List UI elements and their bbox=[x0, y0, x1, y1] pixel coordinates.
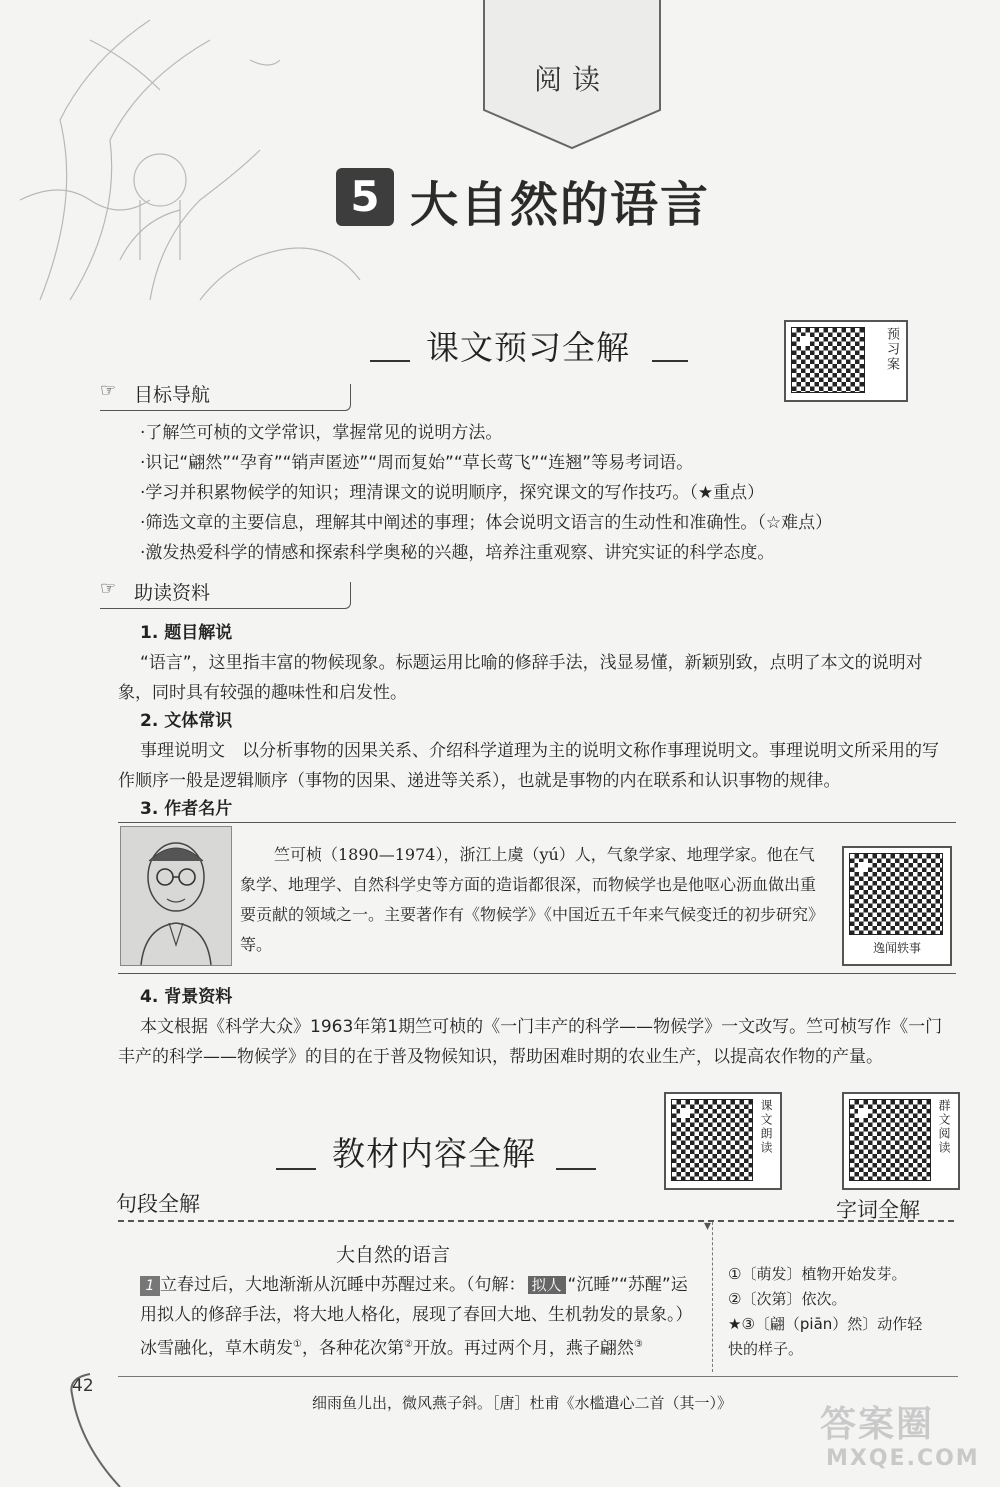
footnote-ref: ① bbox=[293, 1339, 302, 1350]
section-heading-rule-left bbox=[276, 1168, 316, 1170]
footer-rule bbox=[118, 1376, 958, 1377]
section-heading-preview: 课文预习全解 bbox=[426, 328, 630, 367]
goals-heading: 目标导航 bbox=[134, 384, 211, 406]
goal-item: ·了解竺可桢的文学常识，掌握常见的说明方法。 bbox=[140, 423, 503, 443]
paragraph-body-text: “沉睡”“苏醒”运用拟人的修辞手法，将大地人格化，展现了春回大地、生机勃发的景象。）冰雪融化，草木萌发 bbox=[140, 1275, 693, 1359]
footnote-ref: ③ bbox=[633, 1339, 643, 1350]
qr-code-label: 课文朗读 bbox=[759, 1099, 773, 1155]
header-sketch-illustration bbox=[0, 0, 420, 320]
qr-code-anecdotes[interactable] bbox=[842, 846, 952, 966]
category-tab-label: 阅读 bbox=[533, 63, 610, 96]
item-text-title: “语言”，这里指丰富的物候现象。标题运用比喻的修辞手法，浅显易懂，新颖别致，点明了本文的说明对象，同时具有较强的趣味性和启发性。 bbox=[118, 653, 923, 703]
qr-code-icon bbox=[849, 1099, 931, 1181]
pointer-hand-icon: ☞ bbox=[100, 578, 117, 599]
qr-code-label: 逸闻轶事 bbox=[872, 941, 921, 955]
chevron-down-icon: ▾ bbox=[704, 1218, 712, 1234]
section-heading-rule-left bbox=[370, 360, 410, 362]
item-heading-genre: 2. 文体常识 bbox=[140, 711, 233, 731]
author-bio: 竺可桢（1890—1974），浙江上虞（yú）人，气象学家、地理学家。他在气象学、地理学、自然科学史等方面的造诣都很深，而物候学也是他呕心沥血做出重要贡献的领域之一。主要著作有《物候学》《中国近五千年来气候变迁的初步研究》等。 bbox=[240, 845, 817, 954]
goal-item: ·激发热爱科学的情感和探索科学奥秘的兴趣，培养注重观察、讲究实证的科学态度。 bbox=[140, 543, 775, 563]
item-heading-author: 3. 作者名片 bbox=[140, 799, 233, 819]
content-divider bbox=[118, 1220, 954, 1222]
glossary-list bbox=[728, 1262, 928, 1362]
pointer-hand-icon: ☞ bbox=[100, 380, 117, 401]
lesson-title: 大自然的语言 bbox=[410, 177, 711, 233]
paragraph-number-badge: 1 bbox=[140, 1276, 160, 1296]
item-heading-title: 1. 题目解说 bbox=[140, 623, 233, 643]
footer-quote: 细雨鱼儿出，微风燕子斜。［唐］杜甫《水槛遣心二首（其一）》 bbox=[312, 1394, 733, 1412]
qr-code-label: 群文阅读 bbox=[937, 1099, 951, 1155]
qr-code-icon bbox=[671, 1099, 753, 1181]
footnote-ref: ② bbox=[403, 1339, 413, 1350]
goal-item: ·筛选文章的主要信息，理解其中阐述的事理；体会说明文语言的生动性和准确性。（☆难点） bbox=[140, 513, 833, 533]
page-number: 42 bbox=[72, 1376, 94, 1396]
lesson-number-badge: 5 bbox=[336, 168, 394, 226]
paragraph-lead-text: 立春过后，大地渐渐从沉睡中苏醒过来。（句解： bbox=[160, 1275, 526, 1295]
section-heading-rule-right bbox=[556, 1168, 596, 1170]
tab-sentence-analysis: 句段全解 bbox=[116, 1192, 200, 1216]
goal-item: ·识记“翩然”“孕育”“销声匿迹”“周而复始”“草长莺飞”“连翘”等易考词语。 bbox=[140, 453, 694, 473]
glossary-item: ②〔次第〕依次。 bbox=[728, 1290, 847, 1308]
qr-code-icon bbox=[849, 853, 943, 935]
tab-word-analysis: 字词全解 bbox=[836, 1198, 920, 1222]
qr-code-icon bbox=[791, 327, 865, 393]
text-title: 大自然的语言 bbox=[336, 1244, 451, 1266]
qr-code-label: 预习案 bbox=[884, 327, 899, 372]
goal-item: ·学习并积累物候学的知识；理清课文的说明顺序，探究课文的写作技巧。（★重点） bbox=[140, 483, 765, 503]
paragraph-body-text: 开放。再过两个月，燕子翩然 bbox=[412, 1338, 634, 1359]
text-paragraph-1 bbox=[140, 1270, 700, 1364]
item-text-genre: 事理说明文 以分析事物的因果关系、介绍科学道理为主的说明文称作事理说明文。事理说明文所采用的写作顺序一般是逻辑顺序（事物的因果、递进等关系），也就是事物的内在联系和认识事物的规律。 bbox=[118, 741, 939, 791]
qr-code-group-reading[interactable] bbox=[842, 1092, 960, 1190]
page-corner-ornament bbox=[60, 1364, 130, 1487]
watermark-url: MXQE.COM bbox=[826, 1446, 980, 1471]
glossary-item: ★③〔翩（piān）然〕动作轻快的样子。 bbox=[728, 1315, 923, 1358]
qr-code-recitation[interactable] bbox=[664, 1092, 782, 1190]
watermark-logo: 答案圈 bbox=[820, 1404, 935, 1445]
section-heading-content: 教材内容全解 bbox=[332, 1134, 536, 1173]
portrait-drawing bbox=[121, 827, 231, 965]
rhetoric-tag: 拟人 bbox=[528, 1276, 566, 1294]
paragraph-body-text: ，各种花次第 bbox=[301, 1338, 404, 1359]
author-portrait bbox=[120, 826, 232, 966]
qr-code-preview[interactable] bbox=[784, 320, 908, 402]
glossary-item: ①〔萌发〕植物开始发芽。 bbox=[728, 1265, 907, 1283]
column-divider bbox=[712, 1222, 713, 1372]
reading-heading: 助读资料 bbox=[134, 582, 211, 604]
item-text-background: 本文根据《科学大众》1963年第1期竺可桢的《一门丰产的科学——物候学》一文改写。竺可桢写作《一门丰产的科学——物候学》的目的在于普及物候知识，帮助困难时期的农业生产，以提高农作物的产量。 bbox=[118, 1017, 943, 1067]
section-heading-rule-right bbox=[652, 360, 688, 362]
goals-list bbox=[140, 418, 960, 568]
item-heading-background: 4. 背景资料 bbox=[140, 987, 233, 1007]
